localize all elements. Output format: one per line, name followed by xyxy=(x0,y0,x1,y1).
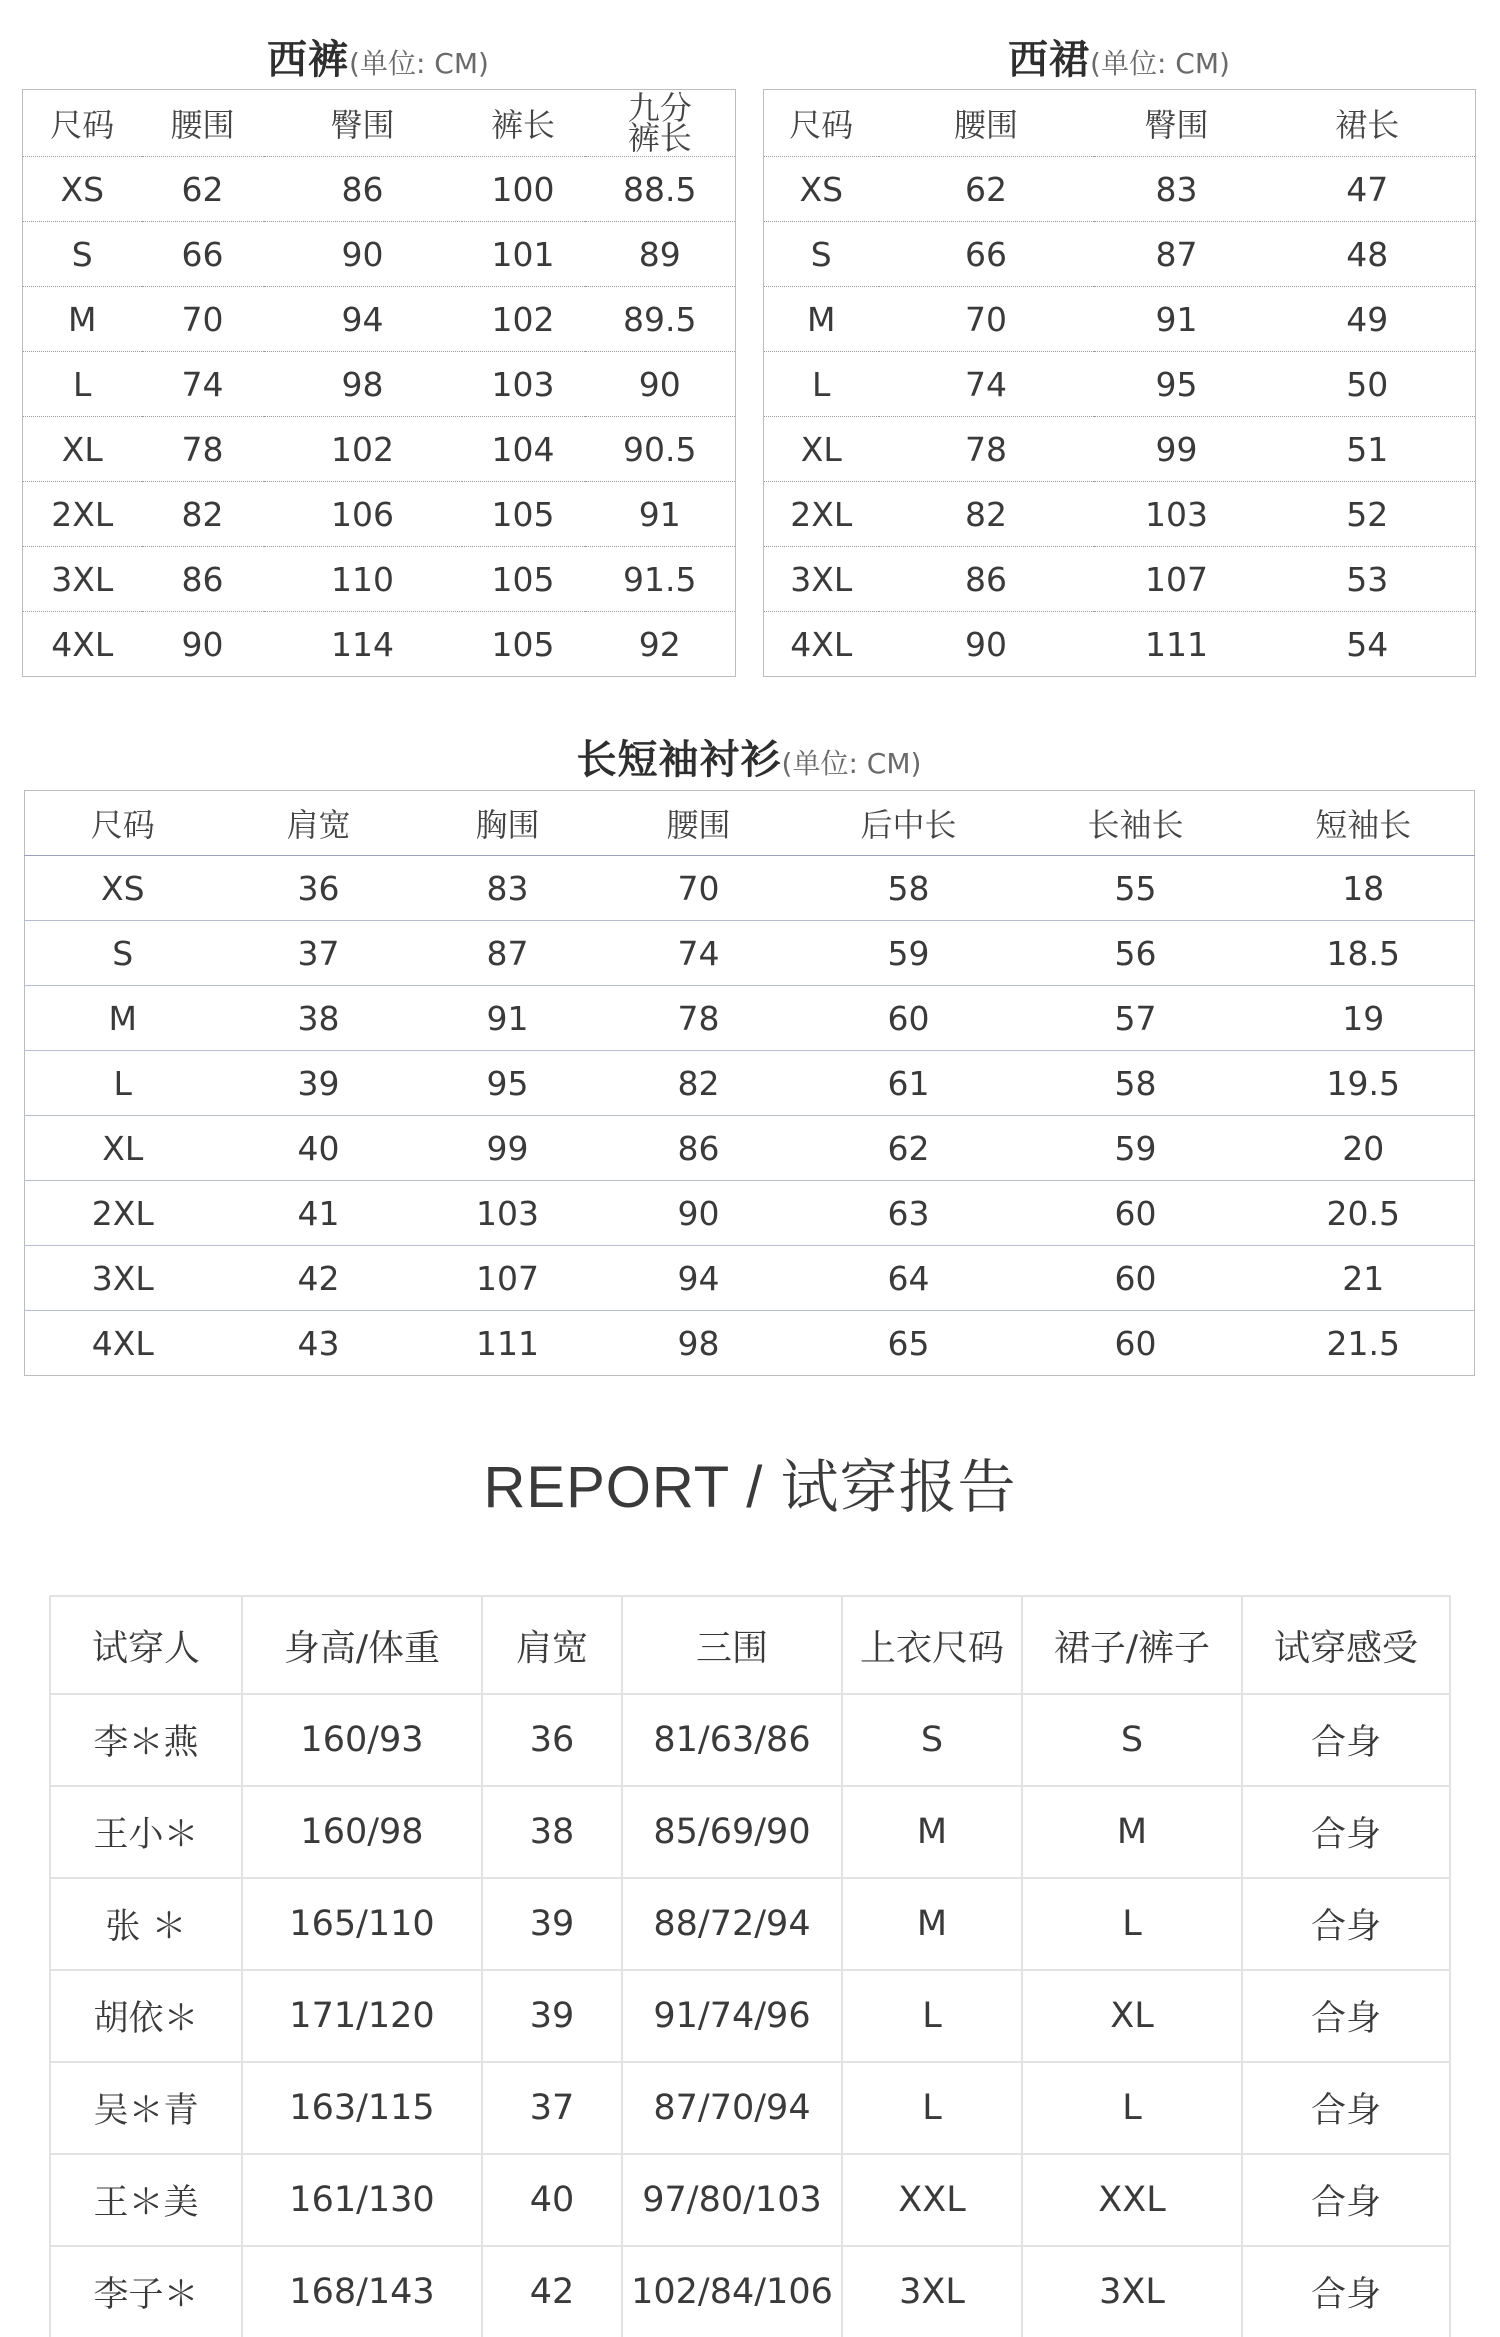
skirt-row xyxy=(764,287,1476,352)
report-cell: 88/72/94 xyxy=(622,1878,842,1970)
skirt-unit: (单位: CM) xyxy=(1090,47,1230,80)
pants-cell: 90 xyxy=(585,352,736,417)
skirt-header-cell: 尺码 xyxy=(789,106,854,144)
shirt-row xyxy=(25,1051,1475,1116)
pants-cell: M xyxy=(23,287,142,352)
shirt-cell: 64 xyxy=(799,1246,1019,1311)
skirt-row xyxy=(764,352,1476,417)
skirt-cell: 49 xyxy=(1260,287,1476,352)
report-cell: 42 xyxy=(482,2246,622,2337)
pants-cell: 114 xyxy=(264,612,462,677)
pants-cell: 105 xyxy=(462,612,585,677)
report-cell: 合身 xyxy=(1242,1694,1450,1786)
shirt-header-cell: 胸围 xyxy=(417,791,599,856)
shirt-cell: 91 xyxy=(417,986,599,1051)
report-cell: 王小＊ xyxy=(50,1786,242,1878)
skirt-cell: 111 xyxy=(1094,612,1260,677)
report-cell: 3XL xyxy=(842,2246,1022,2337)
shirt-cell: 56 xyxy=(1019,921,1253,986)
pants-cell: 94 xyxy=(264,287,462,352)
report-cell: 160/98 xyxy=(242,1786,482,1878)
skirt-title-text: 西裙 xyxy=(1008,37,1091,83)
shirt-cell: 20.5 xyxy=(1253,1181,1475,1246)
pants-cell: 92 xyxy=(585,612,736,677)
report-cell: 合身 xyxy=(1242,2062,1450,2154)
shirt-cell: 63 xyxy=(799,1181,1019,1246)
shirt-cell: 21 xyxy=(1253,1246,1475,1311)
shirt-cell: 21.5 xyxy=(1253,1311,1475,1376)
skirt-cell: L xyxy=(764,352,879,417)
report-cell: 合身 xyxy=(1242,1878,1450,1970)
report-cell: 102/84/106 xyxy=(622,2246,842,2337)
shirt-cell: 59 xyxy=(1019,1116,1253,1181)
report-cell: 87/70/94 xyxy=(622,2062,842,2154)
shirt-header-row xyxy=(25,791,1475,856)
shirt-cell: 99 xyxy=(417,1116,599,1181)
shirt-cell: 94 xyxy=(599,1246,799,1311)
shirt-cell: 41 xyxy=(221,1181,417,1246)
skirt-row xyxy=(764,417,1476,482)
report-cell: 合身 xyxy=(1242,1970,1450,2062)
shirt-cell: 36 xyxy=(221,856,417,921)
shirt-cell: 43 xyxy=(221,1311,417,1376)
pants-cell: 82 xyxy=(142,482,264,547)
shirt-cell: 2XL xyxy=(25,1181,221,1246)
pants-cell: 101 xyxy=(462,222,585,287)
report-cell: 合身 xyxy=(1242,2246,1450,2337)
report-cell: 37 xyxy=(482,2062,622,2154)
report-header-cell: 试穿人 xyxy=(50,1596,242,1694)
pants-cell: 86 xyxy=(142,547,264,612)
pants-cell: 100 xyxy=(462,157,585,222)
pants-cell: 90.5 xyxy=(585,417,736,482)
report-cell: 李＊燕 xyxy=(50,1694,242,1786)
report-cell: 38 xyxy=(482,1786,622,1878)
skirt-cell: 70 xyxy=(879,287,1094,352)
report-row xyxy=(50,2062,1450,2154)
shirt-cell: 70 xyxy=(599,856,799,921)
pants-cell: 103 xyxy=(462,352,585,417)
shirt-cell: 60 xyxy=(799,986,1019,1051)
pants-cell: 88.5 xyxy=(585,157,736,222)
skirt-cell: 91 xyxy=(1094,287,1260,352)
shirt-cell: 55 xyxy=(1019,856,1253,921)
pants-cell: XL xyxy=(23,417,142,482)
report-cell: 161/130 xyxy=(242,2154,482,2246)
report-cell: XXL xyxy=(1022,2154,1242,2246)
shirt-cell: 61 xyxy=(799,1051,1019,1116)
skirt-header-cell: 臀围 xyxy=(1144,106,1209,144)
shirt-header-cell: 肩宽 xyxy=(221,791,417,856)
skirt-size-table xyxy=(763,89,1476,677)
shirt-cell: XL xyxy=(25,1116,221,1181)
skirt-cell: 83 xyxy=(1094,157,1260,222)
skirt-cell: 82 xyxy=(879,482,1094,547)
report-cell: XXL xyxy=(842,2154,1022,2246)
pants-cell: S xyxy=(23,222,142,287)
pants-row xyxy=(23,157,736,222)
pants-header-part: 裤长 xyxy=(627,119,692,157)
pants-title-text: 西裤 xyxy=(267,37,350,83)
shirt-cell: 82 xyxy=(599,1051,799,1116)
skirt-row xyxy=(764,222,1476,287)
report-cell: 163/115 xyxy=(242,2062,482,2154)
pants-cell: 104 xyxy=(462,417,585,482)
skirt-cell: 90 xyxy=(879,612,1094,677)
report-cell: M xyxy=(842,1786,1022,1878)
report-row xyxy=(50,1878,1450,1970)
report-cell: 85/69/90 xyxy=(622,1786,842,1878)
pants-header-part: 九分 xyxy=(627,89,692,127)
pants-cell: 110 xyxy=(264,547,462,612)
shirt-cell: 3XL xyxy=(25,1246,221,1311)
pants-cell: 86 xyxy=(264,157,462,222)
shirt-cell: 58 xyxy=(1019,1051,1253,1116)
skirt-row xyxy=(764,547,1476,612)
pants-cell: 89 xyxy=(585,222,736,287)
pants-cell: 3XL xyxy=(23,547,142,612)
skirt-cell: 99 xyxy=(1094,417,1260,482)
skirt-row xyxy=(764,157,1476,222)
skirt-cell: 4XL xyxy=(764,612,879,677)
shirt-cell: 60 xyxy=(1019,1311,1253,1376)
skirt-cell: 78 xyxy=(879,417,1094,482)
shirt-title xyxy=(24,728,1474,785)
skirt-cell: 2XL xyxy=(764,482,879,547)
skirt-cell: 50 xyxy=(1260,352,1476,417)
pants-size-table xyxy=(22,89,736,677)
report-cell: 王＊美 xyxy=(50,2154,242,2246)
pants-header-cell xyxy=(585,90,736,157)
shirt-row xyxy=(25,1116,1475,1181)
report-cell: 165/110 xyxy=(242,1878,482,1970)
shirt-cell: 37 xyxy=(221,921,417,986)
report-cell: 张 ＊ xyxy=(50,1878,242,1970)
shirt-header-cell: 后中长 xyxy=(799,791,1019,856)
report-cell: L xyxy=(842,1970,1022,2062)
skirt-cell: 54 xyxy=(1260,612,1476,677)
skirt-header-row xyxy=(764,90,1476,157)
report-row xyxy=(50,2246,1450,2337)
pants-cell: 98 xyxy=(264,352,462,417)
pants-row xyxy=(23,222,736,287)
skirt-row xyxy=(764,482,1476,547)
pants-row xyxy=(23,417,736,482)
pants-cell: 106 xyxy=(264,482,462,547)
skirt-cell: 47 xyxy=(1260,157,1476,222)
report-cell: L xyxy=(1022,2062,1242,2154)
pants-row xyxy=(23,287,736,352)
shirt-cell: 60 xyxy=(1019,1246,1253,1311)
shirt-cell: 19 xyxy=(1253,986,1475,1051)
pants-row xyxy=(23,352,736,417)
shirt-cell: L xyxy=(25,1051,221,1116)
skirt-cell: XS xyxy=(764,157,879,222)
skirt-cell: 66 xyxy=(879,222,1094,287)
shirt-cell: 107 xyxy=(417,1246,599,1311)
shirt-cell: 98 xyxy=(599,1311,799,1376)
report-header-cell: 三围 xyxy=(622,1596,842,1694)
shirt-cell: 18.5 xyxy=(1253,921,1475,986)
report-row xyxy=(50,1694,1450,1786)
shirt-cell: 18 xyxy=(1253,856,1475,921)
pants-header-row xyxy=(23,90,736,157)
report-cell: 胡依＊ xyxy=(50,1970,242,2062)
shirt-cell: 111 xyxy=(417,1311,599,1376)
shirt-cell: 19.5 xyxy=(1253,1051,1475,1116)
skirt-cell: 86 xyxy=(879,547,1094,612)
pants-cell: 78 xyxy=(142,417,264,482)
shirt-cell: 90 xyxy=(599,1181,799,1246)
pants-header-cell: 腰围 xyxy=(170,106,235,144)
pants-header-cell: 臀围 xyxy=(330,106,395,144)
shirt-row xyxy=(25,1311,1475,1376)
report-cell: 合身 xyxy=(1242,1786,1450,1878)
skirt-cell: XL xyxy=(764,417,879,482)
report-cell: 合身 xyxy=(1242,2154,1450,2246)
pants-cell: 91 xyxy=(585,482,736,547)
pants-cell: 89.5 xyxy=(585,287,736,352)
pants-cell: 102 xyxy=(462,287,585,352)
shirt-cell: 59 xyxy=(799,921,1019,986)
shirt-cell: 57 xyxy=(1019,986,1253,1051)
skirt-header-cell: 腰围 xyxy=(953,106,1018,144)
shirt-cell: 74 xyxy=(599,921,799,986)
report-cell: 36 xyxy=(482,1694,622,1786)
shirt-header-cell: 腰围 xyxy=(599,791,799,856)
pants-cell: 74 xyxy=(142,352,264,417)
shirt-cell: 65 xyxy=(799,1311,1019,1376)
pants-cell: L xyxy=(23,352,142,417)
shirt-cell: 20 xyxy=(1253,1116,1475,1181)
pants-cell: 102 xyxy=(264,417,462,482)
report-header-cell: 身高/体重 xyxy=(242,1596,482,1694)
shirt-cell: 60 xyxy=(1019,1181,1253,1246)
pants-row xyxy=(23,547,736,612)
skirt-title xyxy=(763,28,1475,85)
pants-cell: 2XL xyxy=(23,482,142,547)
report-cell: M xyxy=(1022,1786,1242,1878)
shirt-cell: 40 xyxy=(221,1116,417,1181)
skirt-cell: 95 xyxy=(1094,352,1260,417)
pants-header-cell: 尺码 xyxy=(50,106,115,144)
report-cell: 160/93 xyxy=(242,1694,482,1786)
skirt-row xyxy=(764,612,1476,677)
pants-title xyxy=(22,28,734,85)
report-cell: 91/74/96 xyxy=(622,1970,842,2062)
report-cell: S xyxy=(842,1694,1022,1786)
shirt-header-cell: 长袖长 xyxy=(1019,791,1253,856)
pants-row xyxy=(23,482,736,547)
report-cell: 39 xyxy=(482,1970,622,2062)
report-title: REPORT / 试穿报告 xyxy=(483,1455,1017,1520)
pants-row xyxy=(23,612,736,677)
shirt-row xyxy=(25,1246,1475,1311)
report-header-cell: 肩宽 xyxy=(482,1596,622,1694)
pants-cell: 105 xyxy=(462,547,585,612)
shirt-cell: 78 xyxy=(599,986,799,1051)
shirt-cell: S xyxy=(25,921,221,986)
skirt-cell: 3XL xyxy=(764,547,879,612)
report-table xyxy=(49,1595,1451,2337)
report-cell: S xyxy=(1022,1694,1242,1786)
pants-cell: XS xyxy=(23,157,142,222)
shirt-cell: M xyxy=(25,986,221,1051)
skirt-header-cell: 裙长 xyxy=(1335,106,1400,144)
pants-cell: 70 xyxy=(142,287,264,352)
shirt-row xyxy=(25,1181,1475,1246)
skirt-cell: 51 xyxy=(1260,417,1476,482)
shirt-row xyxy=(25,856,1475,921)
shirt-cell: XS xyxy=(25,856,221,921)
report-row xyxy=(50,1786,1450,1878)
report-cell: 97/80/103 xyxy=(622,2154,842,2246)
shirt-title-text: 长短袖衬衫 xyxy=(576,737,782,783)
report-cell: 李子＊ xyxy=(50,2246,242,2337)
report-cell: L xyxy=(1022,1878,1242,1970)
shirt-cell: 39 xyxy=(221,1051,417,1116)
pants-header-cell: 裤长 xyxy=(490,106,555,144)
skirt-cell: 87 xyxy=(1094,222,1260,287)
skirt-cell: 62 xyxy=(879,157,1094,222)
skirt-cell: 52 xyxy=(1260,482,1476,547)
shirt-header-cell: 短袖长 xyxy=(1253,791,1475,856)
report-cell: 40 xyxy=(482,2154,622,2246)
pants-cell: 105 xyxy=(462,482,585,547)
report-header-cell: 上衣尺码 xyxy=(842,1596,1022,1694)
report-cell: 171/120 xyxy=(242,1970,482,2062)
shirt-cell: 87 xyxy=(417,921,599,986)
report-cell: 168/143 xyxy=(242,2246,482,2337)
skirt-cell: 107 xyxy=(1094,547,1260,612)
pants-unit: (单位: CM) xyxy=(349,47,489,80)
pants-cell: 91.5 xyxy=(585,547,736,612)
shirt-cell: 58 xyxy=(799,856,1019,921)
report-header-row xyxy=(50,1596,1450,1694)
skirt-cell: 53 xyxy=(1260,547,1476,612)
shirt-unit: (单位: CM) xyxy=(781,747,922,780)
shirt-cell: 62 xyxy=(799,1116,1019,1181)
report-cell: L xyxy=(842,2062,1022,2154)
shirt-size-table xyxy=(24,790,1475,1376)
shirt-cell: 86 xyxy=(599,1116,799,1181)
shirt-cell: 38 xyxy=(221,986,417,1051)
pants-cell: 90 xyxy=(264,222,462,287)
report-cell: 3XL xyxy=(1022,2246,1242,2337)
report-header-cell: 裙子/裤子 xyxy=(1022,1596,1242,1694)
shirt-cell: 42 xyxy=(221,1246,417,1311)
shirt-row xyxy=(25,986,1475,1051)
skirt-cell: M xyxy=(764,287,879,352)
report-cell: 吴＊青 xyxy=(50,2062,242,2154)
pants-cell: 90 xyxy=(142,612,264,677)
shirt-cell: 95 xyxy=(417,1051,599,1116)
report-cell: M xyxy=(842,1878,1022,1970)
pants-cell: 66 xyxy=(142,222,264,287)
report-cell: XL xyxy=(1022,1970,1242,2062)
report-row xyxy=(50,2154,1450,2246)
shirt-row xyxy=(25,921,1475,986)
shirt-cell: 103 xyxy=(417,1181,599,1246)
shirt-cell: 4XL xyxy=(25,1311,221,1376)
pants-cell: 4XL xyxy=(23,612,142,677)
shirt-cell: 83 xyxy=(417,856,599,921)
shirt-header-cell: 尺码 xyxy=(25,791,221,856)
skirt-cell: S xyxy=(764,222,879,287)
report-cell: 81/63/86 xyxy=(622,1694,842,1786)
pants-cell: 62 xyxy=(142,157,264,222)
skirt-cell: 48 xyxy=(1260,222,1476,287)
skirt-cell: 103 xyxy=(1094,482,1260,547)
skirt-cell: 74 xyxy=(879,352,1094,417)
report-header-cell: 试穿感受 xyxy=(1242,1596,1450,1694)
report-cell: 39 xyxy=(482,1878,622,1970)
report-row xyxy=(50,1970,1450,2062)
